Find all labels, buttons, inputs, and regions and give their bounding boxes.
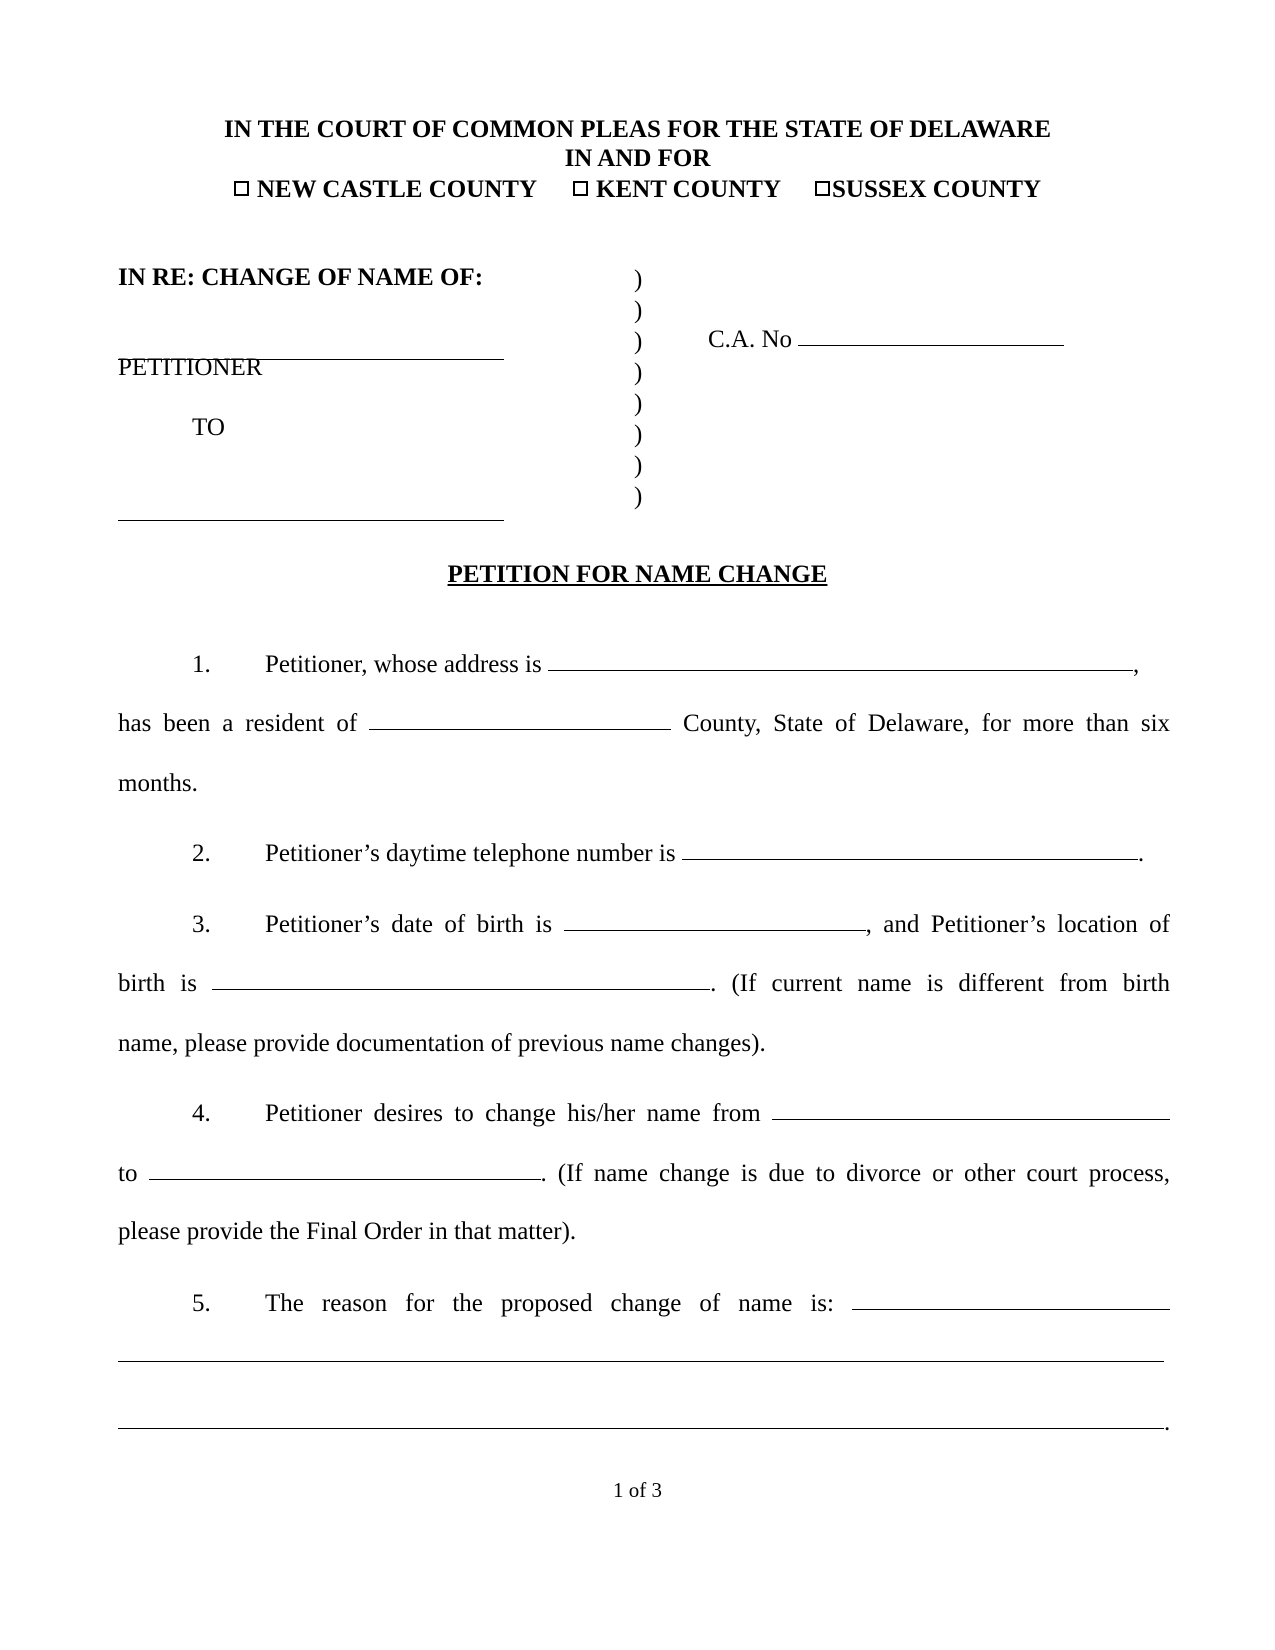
birth-location-field[interactable] xyxy=(212,988,710,990)
court-subheading: IN AND FOR xyxy=(564,145,711,172)
court-heading: IN THE COURT OF COMMON PLEAS FOR THE STATE OF DELAWARE xyxy=(223,116,1051,143)
date-of-birth-field[interactable] xyxy=(564,929,866,931)
county-option-new-castle[interactable]: NEW CASTLE COUNTY xyxy=(234,176,537,204)
paragraph-number: 4. xyxy=(192,1100,211,1127)
proposed-name-field[interactable] xyxy=(149,1178,541,1180)
case-number-field[interactable] xyxy=(798,344,1064,346)
paragraph-4-line-2: to . (If name change is due to divorce or other court process, xyxy=(118,1160,1171,1187)
paragraph-3-line-3: name, please provide documentation of previous name changes). xyxy=(118,1030,766,1057)
reason-field-3[interactable] xyxy=(118,1427,1164,1429)
county-field[interactable] xyxy=(369,728,671,730)
paragraph-4-line-3: please provide the Final Order in that matter). xyxy=(118,1218,577,1245)
paragraph-number: 3. xyxy=(192,911,211,938)
document-title: PETITION FOR NAME CHANGE xyxy=(447,561,828,588)
checkbox-icon[interactable] xyxy=(573,181,588,196)
paragraph-5-line-1: The reason for the proposed change of name is: xyxy=(265,1290,1170,1318)
reason-line-3: . xyxy=(118,1409,1170,1437)
in-re-label: IN RE: CHANGE OF NAME OF: xyxy=(118,264,484,291)
county-selector xyxy=(0,176,1275,204)
paragraph-3-line-1: Petitioner’s date of birth is , and Petitioner’s location of xyxy=(265,911,1171,938)
county-option-sussex[interactable]: SUSSEX COUNTY xyxy=(815,176,1041,204)
paragraph-number: 2. xyxy=(192,840,211,867)
caption-divider: ) ) ) ) ) ) ) ) xyxy=(634,266,643,510)
paragraph-2-line-1: Petitioner’s daytime telephone number is . xyxy=(265,840,1145,867)
checkbox-icon[interactable] xyxy=(815,181,830,196)
paragraph-number: 1. xyxy=(192,651,211,678)
paragraph-4-line-1: Petitioner desires to change his/her name from xyxy=(265,1100,1170,1128)
paragraph-number: 5. xyxy=(192,1290,211,1317)
current-name-field[interactable] xyxy=(772,1118,1170,1120)
new-name-field[interactable] xyxy=(118,509,504,527)
paragraph-1-line-3: months. xyxy=(118,770,198,797)
county-option-kent[interactable]: KENT COUNTY xyxy=(573,176,781,204)
case-number xyxy=(708,326,1064,354)
to-label: TO xyxy=(192,414,225,441)
telephone-field[interactable] xyxy=(682,858,1138,860)
page-number: 1 of 3 xyxy=(613,1478,662,1502)
paragraph-1-line-2: has been a resident of County, State of Delaware, for more than six xyxy=(118,710,1171,737)
petitioner-label: PETITIONER xyxy=(118,354,263,381)
address-field[interactable] xyxy=(548,669,1133,671)
paragraph-3-line-2: birth is . (If current name is different from birth xyxy=(118,970,1170,997)
reason-field-2[interactable] xyxy=(118,1350,1164,1368)
case-number-label: C.A. No xyxy=(708,326,793,353)
checkbox-icon[interactable] xyxy=(234,181,249,196)
paragraph-1-line-1: Petitioner, whose address is , xyxy=(265,651,1140,678)
reason-field-1[interactable] xyxy=(852,1308,1170,1310)
